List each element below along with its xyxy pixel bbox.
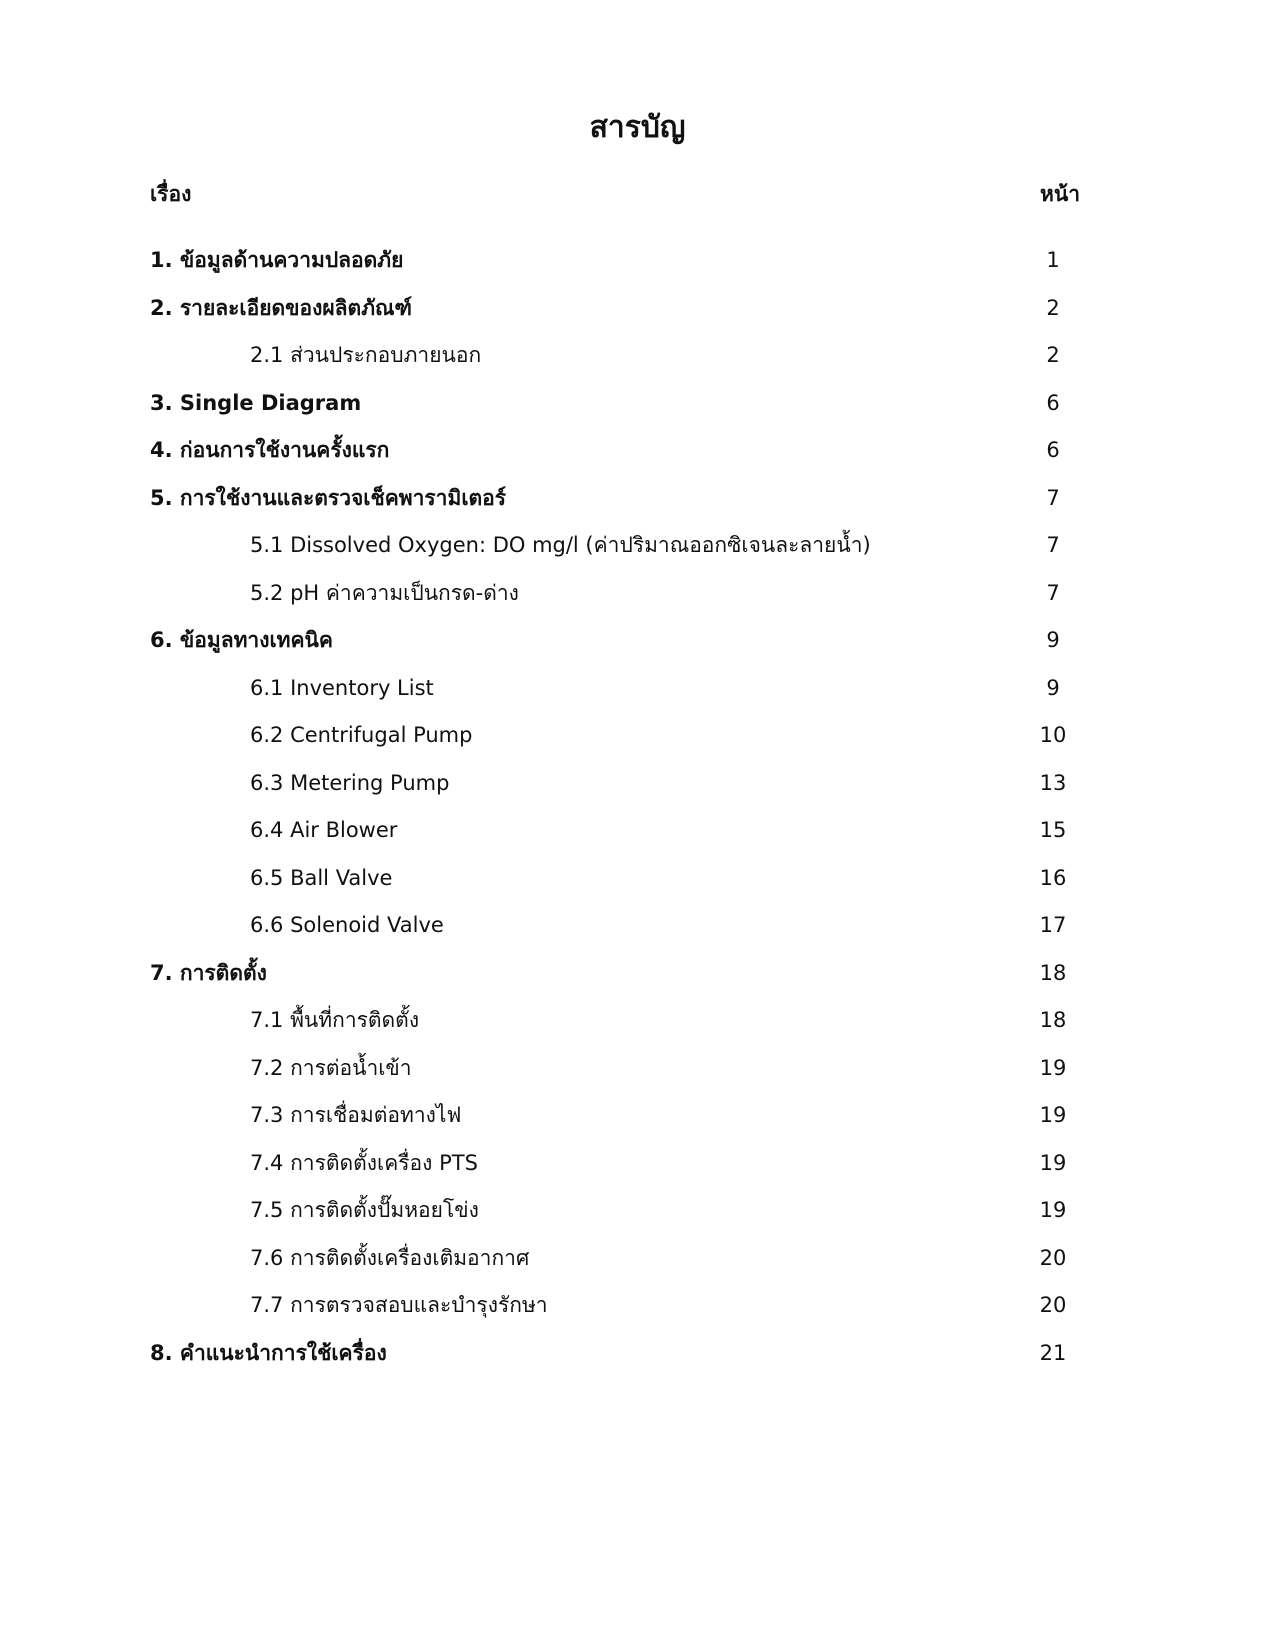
toc-entry-label: 7.5 การติดตั้งปั๊มหอยโข่ง — [250, 1198, 479, 1222]
toc-entry-label: 7.3 การเชื่อมต่อทางไฟ — [250, 1103, 462, 1127]
toc-entry-page-number: 7 — [1046, 533, 1060, 557]
document-title: สารบัญ — [589, 110, 686, 145]
toc-entry-label: 8. คำแนะนำการใช้เครื่อง — [150, 1340, 387, 1365]
toc-entry — [150, 242, 1080, 290]
toc-entry-page-number: 7 — [1046, 485, 1060, 510]
toc-entry — [150, 907, 1080, 955]
toc-entry-label: 7.7 การตรวจสอบและบำรุงรักษา — [250, 1293, 548, 1317]
toc-entry-label: 7.6 การติดตั้งเครื่องเติมอากาศ — [250, 1245, 530, 1270]
toc-entry-label: 2.1 ส่วนประกอบภายนอก — [250, 343, 482, 367]
toc-entry-page-number: 9 — [1046, 675, 1060, 700]
table-of-contents — [150, 242, 1080, 1382]
toc-entry-page-number: 15 — [1039, 818, 1067, 842]
toc-entry — [150, 1335, 1080, 1383]
toc-entry-page-number: 21 — [1039, 1340, 1067, 1365]
toc-entry — [150, 955, 1080, 1003]
toc-entry — [150, 622, 1080, 670]
toc-entry-label: 6.2 Centrifugal Pump — [250, 723, 473, 747]
toc-entry — [150, 1240, 1080, 1288]
toc-entry-label: 6.4 Air Blower — [250, 818, 398, 842]
toc-entry-page-number: 19 — [1039, 1055, 1067, 1080]
toc-entry-label: 5. การใช้งานและตรวจเช็คพารามิเตอร์ — [150, 485, 507, 510]
toc-entry — [150, 1287, 1080, 1335]
toc-entry-page-number: 9 — [1046, 628, 1060, 652]
toc-entry-label: 2. รายละเอียดของผลิตภัณฑ์ — [150, 295, 412, 320]
toc-entry-label: 6. ข้อมูลทางเทคนิค — [150, 628, 333, 652]
toc-entry — [150, 432, 1080, 480]
toc-entry-page-number: 13 — [1039, 770, 1067, 795]
toc-entry — [150, 1097, 1080, 1145]
toc-header — [150, 178, 1080, 214]
toc-entry-page-number: 18 — [1039, 1008, 1067, 1032]
toc-entry-label: 6.5 Ball Valve — [250, 865, 393, 890]
toc-entry-label: 7.1 พื้นที่การติดตั้ง — [250, 1008, 420, 1032]
toc-entry — [150, 1192, 1080, 1240]
toc-entry-page-number: 18 — [1039, 960, 1067, 985]
toc-entry — [150, 385, 1080, 433]
toc-entry-page-number: 7 — [1046, 580, 1060, 605]
toc-entry-label: 1. ข้อมูลด้านความปลอดภัย — [150, 248, 404, 272]
toc-entry — [150, 765, 1080, 813]
toc-entry-label: 3. Single Diagram — [150, 390, 362, 415]
toc-entry-page-number: 20 — [1039, 1245, 1067, 1270]
toc-entry-label: 7.4 การติดตั้งเครื่อง PTS — [250, 1150, 478, 1175]
toc-entry-label: 6.3 Metering Pump — [250, 770, 450, 795]
toc-entry — [150, 1002, 1080, 1050]
toc-entry-page-number: 2 — [1046, 343, 1060, 367]
toc-entry-label: 7. การติดตั้ง — [150, 960, 267, 985]
toc-entry-page-number: 19 — [1039, 1150, 1067, 1175]
toc-entry-page-number: 2 — [1046, 295, 1060, 320]
toc-entry-label: 4. ก่อนการใช้งานครั้งแรก — [150, 438, 390, 462]
toc-entry-page-number: 1 — [1046, 248, 1060, 272]
toc-entry-label: 7.2 การต่อน้ำเข้า — [250, 1055, 412, 1080]
toc-entry-page-number: 16 — [1039, 865, 1067, 890]
toc-entry — [150, 1050, 1080, 1098]
toc-entry-page-number: 6 — [1046, 438, 1060, 462]
page-column-header: หน้า — [1040, 182, 1080, 206]
toc-entry-page-number: 17 — [1039, 913, 1067, 937]
toc-entry-label: 5.2 pH ค่าความเป็นกรด-ด่าง — [250, 580, 519, 605]
toc-entry — [150, 480, 1080, 528]
toc-entry — [150, 575, 1080, 623]
toc-entry-label: 6.6 Solenoid Valve — [250, 913, 444, 937]
toc-entry-page-number: 10 — [1039, 723, 1067, 747]
toc-entry — [150, 527, 1080, 575]
toc-entry-page-number: 20 — [1039, 1293, 1067, 1317]
toc-entry-page-number: 19 — [1039, 1198, 1067, 1222]
toc-entry — [150, 860, 1080, 908]
topic-column-header: เรื่อง — [150, 182, 192, 206]
toc-entry-label: 6.1 Inventory List — [250, 675, 434, 700]
toc-entry-label: 5.1 Dissolved Oxygen: DO mg/l (ค่าปริมาณออกซิเจนละลายน้ำ) — [250, 533, 871, 557]
toc-entry — [150, 337, 1080, 385]
toc-entry — [150, 670, 1080, 718]
toc-entry — [150, 1145, 1080, 1193]
toc-entry — [150, 290, 1080, 338]
toc-entry-page-number: 6 — [1046, 390, 1060, 415]
toc-entry — [150, 812, 1080, 860]
toc-entry-page-number: 19 — [1039, 1103, 1067, 1127]
toc-entry — [150, 717, 1080, 765]
